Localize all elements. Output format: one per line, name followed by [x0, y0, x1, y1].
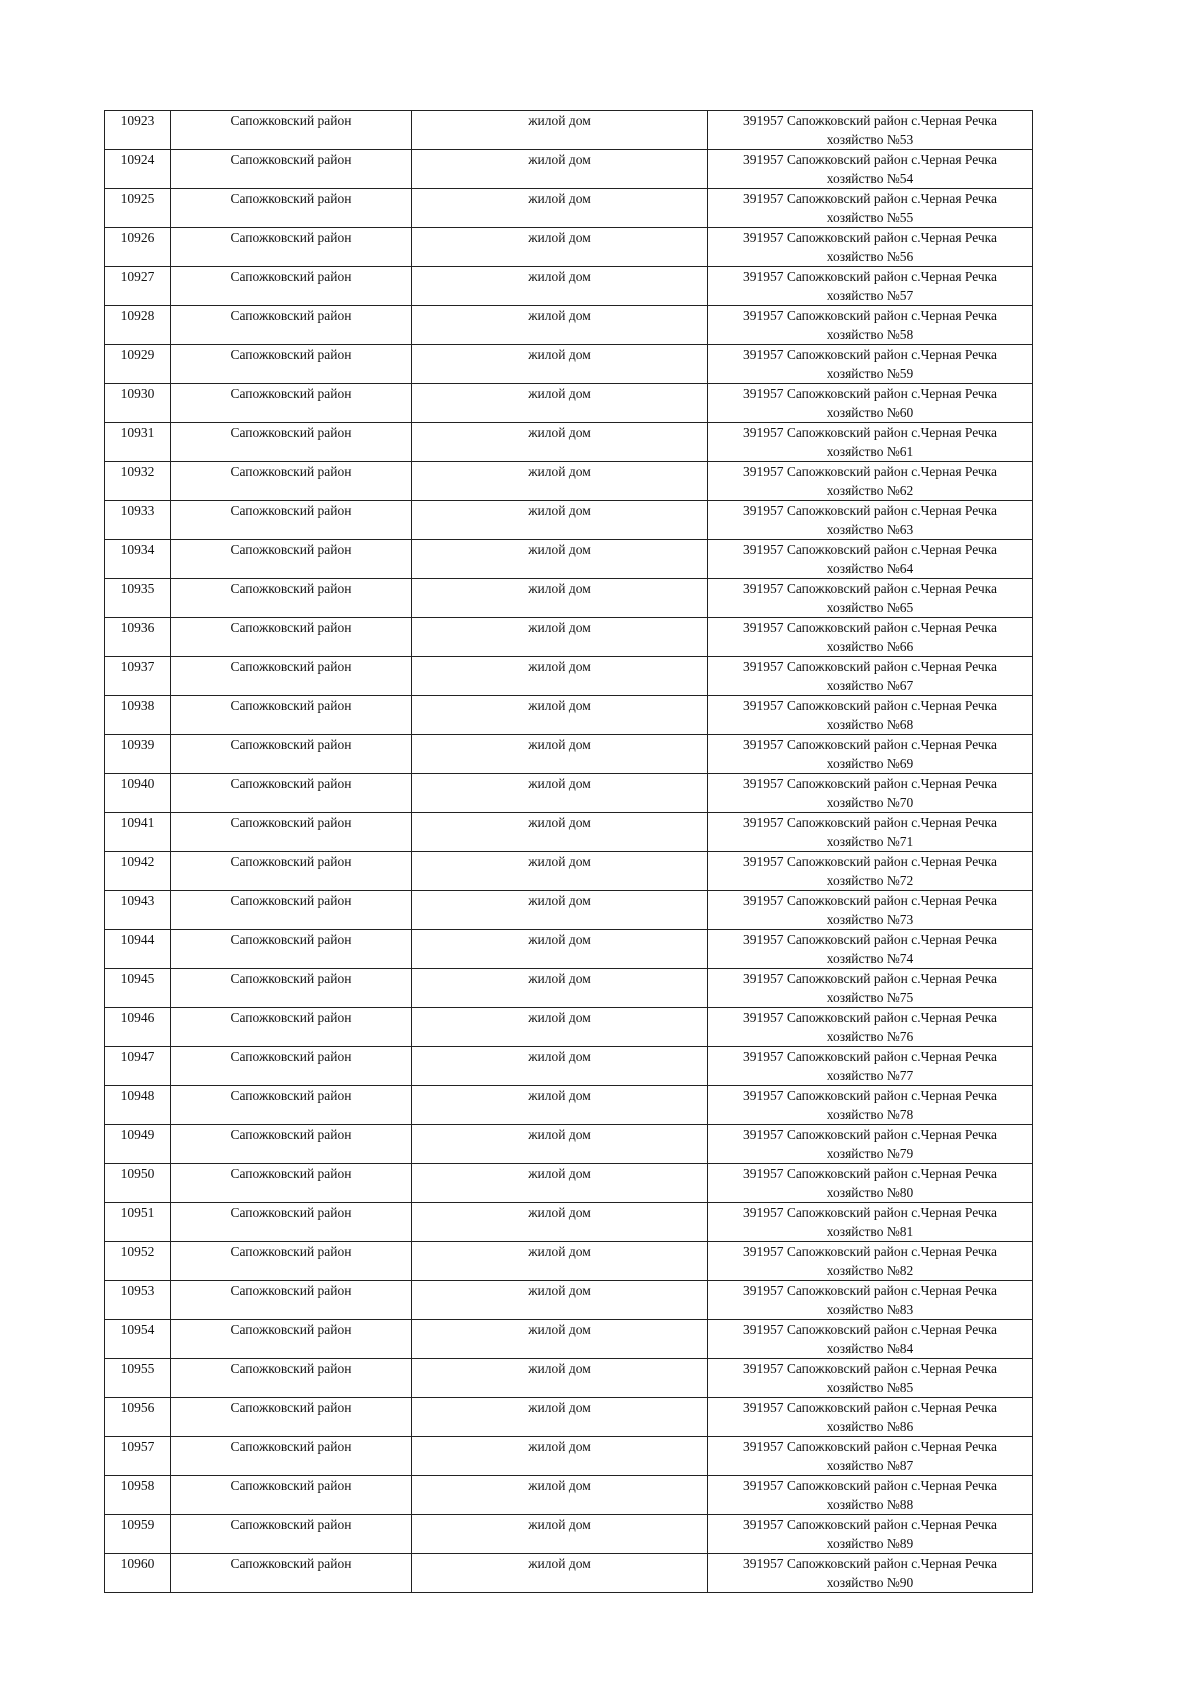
- district-cell: Сапожковский район: [171, 462, 412, 501]
- table-row: [105, 774, 1033, 813]
- row-number-cell: 10957: [105, 1437, 171, 1476]
- object-type-cell: жилой дом: [412, 852, 708, 891]
- object-type-cell: жилой дом: [412, 930, 708, 969]
- district-cell: Сапожковский район: [171, 423, 412, 462]
- district-cell: Сапожковский район: [171, 189, 412, 228]
- address-line-2: хозяйство №85: [826, 1380, 914, 1395]
- district-cell: Сапожковский район: [171, 1476, 412, 1515]
- table-row: [105, 1242, 1033, 1281]
- district-cell: Сапожковский район: [171, 579, 412, 618]
- table-row: [105, 267, 1033, 306]
- address-line-2: хозяйство №69: [826, 756, 914, 771]
- district-cell: Сапожковский район: [171, 657, 412, 696]
- object-type-cell: жилой дом: [412, 1437, 708, 1476]
- address-line-2: хозяйство №62: [826, 483, 914, 498]
- object-type-cell: жилой дом: [412, 1554, 708, 1593]
- district-cell: Сапожковский район: [171, 384, 412, 423]
- table-row: [105, 462, 1033, 501]
- address-cell: [708, 1008, 1033, 1047]
- row-number-cell: 10953: [105, 1281, 171, 1320]
- address-cell: [708, 1320, 1033, 1359]
- row-number-cell: 10950: [105, 1164, 171, 1203]
- address-line-2: хозяйство №88: [826, 1497, 914, 1512]
- table-row: [105, 111, 1033, 150]
- address-line-1: 391957 Сапожковский район с.Черная Речка: [742, 152, 998, 167]
- address-cell: [708, 813, 1033, 852]
- table-row: [105, 228, 1033, 267]
- address-line-1: 391957 Сапожковский район с.Черная Речка: [742, 347, 998, 362]
- object-type-cell: жилой дом: [412, 618, 708, 657]
- row-number-cell: 10931: [105, 423, 171, 462]
- registry-table-body: [105, 111, 1033, 1593]
- address-line-2: хозяйство №73: [826, 912, 914, 927]
- address-line-1: 391957 Сапожковский район с.Черная Речка: [742, 815, 998, 830]
- address-line-2: хозяйство №67: [826, 678, 914, 693]
- address-cell: [708, 423, 1033, 462]
- table-row: [105, 891, 1033, 930]
- address-cell: [708, 852, 1033, 891]
- district-cell: Сапожковский район: [171, 1398, 412, 1437]
- address-line-1: 391957 Сапожковский район с.Черная Речка: [742, 971, 998, 986]
- table-row: [105, 579, 1033, 618]
- address-line-1: 391957 Сапожковский район с.Черная Речка: [742, 776, 998, 791]
- table-row: [105, 501, 1033, 540]
- address-line-2: хозяйство №64: [826, 561, 914, 576]
- address-line-2: хозяйство №65: [826, 600, 914, 615]
- district-cell: Сапожковский район: [171, 345, 412, 384]
- table-row: [105, 1047, 1033, 1086]
- address-line-1: 391957 Сапожковский район с.Черная Речка: [742, 1400, 998, 1415]
- table-row: [105, 1164, 1033, 1203]
- object-type-cell: жилой дом: [412, 579, 708, 618]
- address-cell: [708, 1281, 1033, 1320]
- object-type-cell: жилой дом: [412, 1047, 708, 1086]
- object-type-cell: жилой дом: [412, 150, 708, 189]
- table-row: [105, 969, 1033, 1008]
- address-cell: [708, 540, 1033, 579]
- district-cell: Сапожковский район: [171, 1086, 412, 1125]
- row-number-cell: 10942: [105, 852, 171, 891]
- address-line-1: 391957 Сапожковский район с.Черная Речка: [742, 1556, 998, 1571]
- object-type-cell: жилой дом: [412, 696, 708, 735]
- table-row: [105, 1086, 1033, 1125]
- address-cell: [708, 735, 1033, 774]
- table-row: [105, 813, 1033, 852]
- row-number-cell: 10930: [105, 384, 171, 423]
- table-row: [105, 735, 1033, 774]
- row-number-cell: 10934: [105, 540, 171, 579]
- district-cell: Сапожковский район: [171, 267, 412, 306]
- district-cell: Сапожковский район: [171, 1008, 412, 1047]
- address-cell: [708, 891, 1033, 930]
- address-line-1: 391957 Сапожковский район с.Черная Речка: [742, 581, 998, 596]
- address-cell: [708, 774, 1033, 813]
- address-line-1: 391957 Сапожковский район с.Черная Речка: [742, 932, 998, 947]
- address-line-2: хозяйство №74: [826, 951, 914, 966]
- table-row: [105, 423, 1033, 462]
- address-line-1: 391957 Сапожковский район с.Черная Речка: [742, 854, 998, 869]
- address-cell: [708, 1047, 1033, 1086]
- object-type-cell: жилой дом: [412, 1125, 708, 1164]
- row-number-cell: 10956: [105, 1398, 171, 1437]
- district-cell: Сапожковский район: [171, 969, 412, 1008]
- table-row: [105, 696, 1033, 735]
- district-cell: Сапожковский район: [171, 501, 412, 540]
- district-cell: Сапожковский район: [171, 1437, 412, 1476]
- district-cell: Сапожковский район: [171, 1320, 412, 1359]
- address-line-1: 391957 Сапожковский район с.Черная Речка: [742, 1244, 998, 1259]
- object-type-cell: жилой дом: [412, 969, 708, 1008]
- address-cell: [708, 150, 1033, 189]
- district-cell: Сапожковский район: [171, 774, 412, 813]
- property-registry-table: [104, 110, 1033, 1593]
- row-number-cell: 10932: [105, 462, 171, 501]
- address-line-1: 391957 Сапожковский район с.Черная Речка: [742, 503, 998, 518]
- table-row: [105, 1125, 1033, 1164]
- object-type-cell: жилой дом: [412, 1476, 708, 1515]
- address-line-2: хозяйство №78: [826, 1107, 914, 1122]
- row-number-cell: 10925: [105, 189, 171, 228]
- district-cell: Сапожковский район: [171, 1554, 412, 1593]
- object-type-cell: жилой дом: [412, 345, 708, 384]
- address-line-2: хозяйство №66: [826, 639, 914, 654]
- address-line-2: хозяйство №79: [826, 1146, 914, 1161]
- row-number-cell: 10960: [105, 1554, 171, 1593]
- address-line-2: хозяйство №68: [826, 717, 914, 732]
- address-cell: [708, 579, 1033, 618]
- address-cell: [708, 189, 1033, 228]
- district-cell: Сапожковский район: [171, 813, 412, 852]
- row-number-cell: 10929: [105, 345, 171, 384]
- address-line-2: хозяйство №75: [826, 990, 914, 1005]
- district-cell: Сапожковский район: [171, 930, 412, 969]
- object-type-cell: жилой дом: [412, 813, 708, 852]
- address-cell: [708, 1515, 1033, 1554]
- address-line-1: 391957 Сапожковский район с.Черная Речка: [742, 1166, 998, 1181]
- object-type-cell: жилой дом: [412, 735, 708, 774]
- row-number-cell: 10926: [105, 228, 171, 267]
- address-cell: [708, 1437, 1033, 1476]
- table-row: [105, 1554, 1033, 1593]
- table-row: [105, 384, 1033, 423]
- table-row: [105, 1008, 1033, 1047]
- address-line-1: 391957 Сапожковский район с.Черная Речка: [742, 620, 998, 635]
- row-number-cell: 10933: [105, 501, 171, 540]
- table-row: [105, 150, 1033, 189]
- row-number-cell: 10928: [105, 306, 171, 345]
- address-line-1: 391957 Сапожковский район с.Черная Речка: [742, 1088, 998, 1103]
- row-number-cell: 10938: [105, 696, 171, 735]
- table-row: [105, 930, 1033, 969]
- address-line-2: хозяйство №89: [826, 1536, 914, 1551]
- address-line-1: 391957 Сапожковский район с.Черная Речка: [742, 737, 998, 752]
- address-line-2: хозяйство №60: [826, 405, 914, 420]
- address-line-1: 391957 Сапожковский район с.Черная Речка: [742, 659, 998, 674]
- object-type-cell: жилой дом: [412, 306, 708, 345]
- district-cell: Сапожковский район: [171, 111, 412, 150]
- address-line-2: хозяйство №61: [826, 444, 914, 459]
- row-number-cell: 10924: [105, 150, 171, 189]
- object-type-cell: жилой дом: [412, 462, 708, 501]
- address-cell: [708, 969, 1033, 1008]
- district-cell: Сапожковский район: [171, 618, 412, 657]
- row-number-cell: 10945: [105, 969, 171, 1008]
- address-line-2: хозяйство №72: [826, 873, 914, 888]
- address-cell: [708, 345, 1033, 384]
- table-row: [105, 1320, 1033, 1359]
- address-cell: [708, 1203, 1033, 1242]
- object-type-cell: жилой дом: [412, 111, 708, 150]
- table-row: [105, 345, 1033, 384]
- object-type-cell: жилой дом: [412, 384, 708, 423]
- address-line-2: хозяйство №54: [826, 171, 914, 186]
- address-line-2: хозяйство №56: [826, 249, 914, 264]
- row-number-cell: 10940: [105, 774, 171, 813]
- table-row: [105, 618, 1033, 657]
- address-line-2: хозяйство №84: [826, 1341, 914, 1356]
- address-line-1: 391957 Сапожковский район с.Черная Речка: [742, 113, 998, 128]
- address-cell: [708, 1164, 1033, 1203]
- district-cell: Сапожковский район: [171, 891, 412, 930]
- address-cell: [708, 306, 1033, 345]
- address-cell: [708, 618, 1033, 657]
- address-line-2: хозяйство №81: [826, 1224, 914, 1239]
- object-type-cell: жилой дом: [412, 1398, 708, 1437]
- address-cell: [708, 1398, 1033, 1437]
- address-line-2: хозяйство №87: [826, 1458, 914, 1473]
- address-line-2: хозяйство №59: [826, 366, 914, 381]
- row-number-cell: 10958: [105, 1476, 171, 1515]
- address-cell: [708, 930, 1033, 969]
- table-row: [105, 540, 1033, 579]
- district-cell: Сапожковский район: [171, 1047, 412, 1086]
- district-cell: Сапожковский район: [171, 1515, 412, 1554]
- table-row: [105, 1476, 1033, 1515]
- district-cell: Сапожковский район: [171, 1164, 412, 1203]
- address-line-2: хозяйство №76: [826, 1029, 914, 1044]
- address-line-1: 391957 Сапожковский район с.Черная Речка: [742, 1127, 998, 1142]
- address-cell: [708, 111, 1033, 150]
- address-cell: [708, 1359, 1033, 1398]
- object-type-cell: жилой дом: [412, 501, 708, 540]
- address-line-1: 391957 Сапожковский район с.Черная Речка: [742, 1322, 998, 1337]
- object-type-cell: жилой дом: [412, 228, 708, 267]
- address-cell: [708, 267, 1033, 306]
- district-cell: Сапожковский район: [171, 735, 412, 774]
- row-number-cell: 10937: [105, 657, 171, 696]
- district-cell: Сапожковский район: [171, 1203, 412, 1242]
- address-line-1: 391957 Сапожковский район с.Черная Речка: [742, 425, 998, 440]
- address-line-2: хозяйство №70: [826, 795, 914, 810]
- object-type-cell: жилой дом: [412, 1320, 708, 1359]
- address-cell: [708, 657, 1033, 696]
- address-line-1: 391957 Сапожковский район с.Черная Речка: [742, 386, 998, 401]
- table-row: [105, 1281, 1033, 1320]
- address-line-1: 391957 Сапожковский район с.Черная Речка: [742, 1010, 998, 1025]
- object-type-cell: жилой дом: [412, 1008, 708, 1047]
- object-type-cell: жилой дом: [412, 891, 708, 930]
- address-line-2: хозяйство №83: [826, 1302, 914, 1317]
- address-cell: [708, 1125, 1033, 1164]
- table-row: [105, 852, 1033, 891]
- row-number-cell: 10947: [105, 1047, 171, 1086]
- object-type-cell: жилой дом: [412, 1086, 708, 1125]
- object-type-cell: жилой дом: [412, 540, 708, 579]
- table-row: [105, 1398, 1033, 1437]
- address-line-2: хозяйство №53: [826, 132, 914, 147]
- row-number-cell: 10939: [105, 735, 171, 774]
- object-type-cell: жилой дом: [412, 1359, 708, 1398]
- address-line-2: хозяйство №86: [826, 1419, 914, 1434]
- address-line-2: хозяйство №58: [826, 327, 914, 342]
- object-type-cell: жилой дом: [412, 1281, 708, 1320]
- address-line-1: 391957 Сапожковский район с.Черная Речка: [742, 308, 998, 323]
- object-type-cell: жилой дом: [412, 1203, 708, 1242]
- row-number-cell: 10955: [105, 1359, 171, 1398]
- address-cell: [708, 1554, 1033, 1593]
- district-cell: Сапожковский район: [171, 852, 412, 891]
- row-number-cell: 10948: [105, 1086, 171, 1125]
- table-row: [105, 1437, 1033, 1476]
- district-cell: Сапожковский район: [171, 306, 412, 345]
- address-cell: [708, 1242, 1033, 1281]
- address-line-2: хозяйство №77: [826, 1068, 914, 1083]
- object-type-cell: жилой дом: [412, 1242, 708, 1281]
- district-cell: Сапожковский район: [171, 228, 412, 267]
- address-cell: [708, 1476, 1033, 1515]
- address-line-2: хозяйство №90: [826, 1575, 914, 1590]
- row-number-cell: 10946: [105, 1008, 171, 1047]
- address-line-1: 391957 Сапожковский район с.Черная Речка: [742, 464, 998, 479]
- row-number-cell: 10952: [105, 1242, 171, 1281]
- district-cell: Сапожковский район: [171, 1281, 412, 1320]
- address-line-1: 391957 Сапожковский район с.Черная Речка: [742, 269, 998, 284]
- address-line-1: 391957 Сапожковский район с.Черная Речка: [742, 893, 998, 908]
- row-number-cell: 10944: [105, 930, 171, 969]
- address-line-1: 391957 Сапожковский район с.Черная Речка: [742, 1439, 998, 1454]
- district-cell: Сапожковский район: [171, 1359, 412, 1398]
- table-row: [105, 306, 1033, 345]
- table-row: [105, 1515, 1033, 1554]
- address-cell: [708, 501, 1033, 540]
- row-number-cell: 10941: [105, 813, 171, 852]
- row-number-cell: 10959: [105, 1515, 171, 1554]
- address-line-1: 391957 Сапожковский район с.Черная Речка: [742, 1205, 998, 1220]
- row-number-cell: 10951: [105, 1203, 171, 1242]
- address-line-2: хозяйство №55: [826, 210, 914, 225]
- address-cell: [708, 696, 1033, 735]
- table-row: [105, 1359, 1033, 1398]
- address-line-2: хозяйство №57: [826, 288, 914, 303]
- row-number-cell: 10927: [105, 267, 171, 306]
- address-line-1: 391957 Сапожковский район с.Черная Речка: [742, 191, 998, 206]
- address-line-1: 391957 Сапожковский район с.Черная Речка: [742, 1517, 998, 1532]
- district-cell: Сапожковский район: [171, 1242, 412, 1281]
- table-row: [105, 1203, 1033, 1242]
- row-number-cell: 10923: [105, 111, 171, 150]
- table-row: [105, 189, 1033, 228]
- row-number-cell: 10936: [105, 618, 171, 657]
- address-line-1: 391957 Сапожковский район с.Черная Речка: [742, 542, 998, 557]
- address-line-2: хозяйство №80: [826, 1185, 914, 1200]
- row-number-cell: 10949: [105, 1125, 171, 1164]
- address-line-1: 391957 Сапожковский район с.Черная Речка: [742, 1283, 998, 1298]
- address-line-1: 391957 Сапожковский район с.Черная Речка: [742, 1478, 998, 1493]
- object-type-cell: жилой дом: [412, 774, 708, 813]
- district-cell: Сапожковский район: [171, 1125, 412, 1164]
- address-cell: [708, 228, 1033, 267]
- district-cell: Сапожковский район: [171, 696, 412, 735]
- object-type-cell: жилой дом: [412, 1164, 708, 1203]
- address-cell: [708, 462, 1033, 501]
- address-line-1: 391957 Сапожковский район с.Черная Речка: [742, 230, 998, 245]
- object-type-cell: жилой дом: [412, 267, 708, 306]
- object-type-cell: жилой дом: [412, 657, 708, 696]
- row-number-cell: 10935: [105, 579, 171, 618]
- address-line-1: 391957 Сапожковский район с.Черная Речка: [742, 1049, 998, 1064]
- row-number-cell: 10954: [105, 1320, 171, 1359]
- address-line-2: хозяйство №63: [826, 522, 914, 537]
- object-type-cell: жилой дом: [412, 423, 708, 462]
- address-line-1: 391957 Сапожковский район с.Черная Речка: [742, 698, 998, 713]
- object-type-cell: жилой дом: [412, 1515, 708, 1554]
- address-line-2: хозяйство №82: [826, 1263, 914, 1278]
- district-cell: Сапожковский район: [171, 540, 412, 579]
- address-cell: [708, 384, 1033, 423]
- address-line-2: хозяйство №71: [826, 834, 914, 849]
- district-cell: Сапожковский район: [171, 150, 412, 189]
- table-row: [105, 657, 1033, 696]
- address-cell: [708, 1086, 1033, 1125]
- address-line-1: 391957 Сапожковский район с.Черная Речка: [742, 1361, 998, 1376]
- row-number-cell: 10943: [105, 891, 171, 930]
- object-type-cell: жилой дом: [412, 189, 708, 228]
